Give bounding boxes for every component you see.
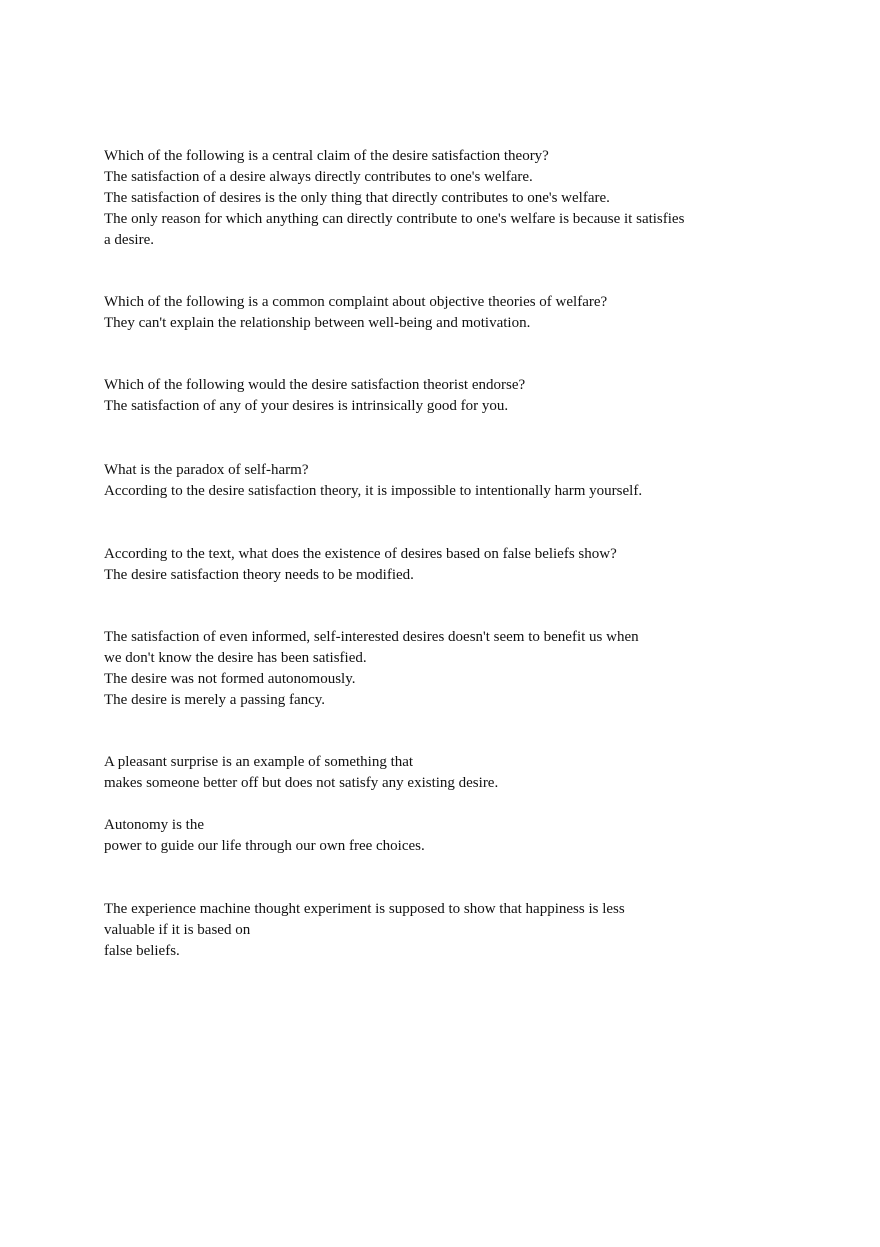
answer-text: According to the desire satisfaction theory, it is impossible to intentionally harm yourself.: [104, 483, 643, 499]
question-text: A pleasant surprise is an example of something that: [104, 754, 414, 770]
question-block-autonomy: [104, 815, 744, 857]
statement-text-continued: we don't know the desire has been satisfied.: [104, 650, 367, 666]
answer-text: The desire satisfaction theory needs to be modified.: [104, 567, 414, 583]
answer-text: power to guide our life through our own free choices.: [104, 838, 425, 854]
question-block-objective-theories: [104, 292, 744, 334]
answer-option: The only reason for which anything can directly contribute to one's welfare is because it satisfies: [104, 211, 685, 227]
question-block-informed-desires: [104, 627, 744, 711]
answer-text: makes someone better off but does not satisfy any existing desire.: [104, 775, 499, 791]
question-block-experience-machine: [104, 899, 744, 962]
statement-text: The satisfaction of even informed, self-interested desires doesn't seem to benefit us when: [104, 629, 639, 645]
question-block-pleasant-surprise: [104, 752, 744, 794]
answer-text: They can't explain the relationship between well-being and motivation.: [104, 315, 531, 331]
question-block-paradox-self-harm: [104, 460, 744, 502]
question-text: According to the text, what does the existence of desires based on false beliefs show?: [104, 546, 617, 562]
question-text-continued: valuable if it is based on: [104, 922, 251, 938]
answer-option: The desire was not formed autonomously.: [104, 671, 356, 687]
question-text: Which of the following is a common complaint about objective theories of welfare?: [104, 294, 608, 310]
answer-option: The desire is merely a passing fancy.: [104, 692, 326, 708]
question-text: What is the paradox of self-harm?: [104, 462, 309, 478]
question-text: Autonomy is the: [104, 817, 204, 833]
question-block-false-beliefs: [104, 544, 744, 586]
answer-option: The satisfaction of desires is the only thing that directly contributes to one's welfare.: [104, 190, 610, 206]
answer-text: false beliefs.: [104, 943, 180, 959]
question-text: The experience machine thought experiment is supposed to show that happiness is less: [104, 901, 625, 917]
answer-option-continued: a desire.: [104, 232, 154, 248]
answer-text: The satisfaction of any of your desires is intrinsically good for you.: [104, 398, 509, 414]
question-text: Which of the following would the desire satisfaction theorist endorse?: [104, 377, 526, 393]
question-block-theorist-endorse: [104, 375, 744, 417]
answer-option: The satisfaction of a desire always directly contributes to one's welfare.: [104, 169, 533, 185]
question-block-desire-satisfaction-claim: [104, 146, 744, 251]
question-text: Which of the following is a central claim of the desire satisfaction theory?: [104, 148, 549, 164]
